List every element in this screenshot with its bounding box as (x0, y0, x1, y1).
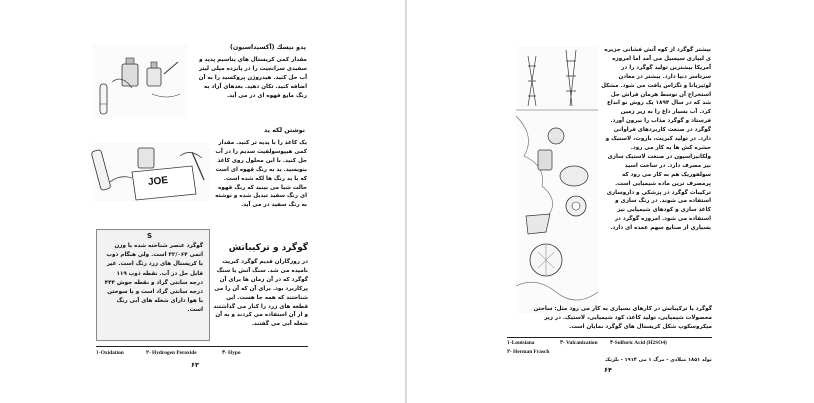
footnote-oxidation: ۱-Oxidation (96, 350, 124, 356)
oxidation-illustration (92, 44, 188, 119)
right-page-number: ۶۴ (604, 366, 612, 374)
bottles-test-tube-drawing (92, 44, 188, 119)
experiment-paragraph: مقدار کمی کریستال های پتاسیم پدید و سفیدی سرانجیت را در پانزده میلی لیتر آب حل کنید. هیدروژن پروکسید را به آن اضافه کنید. تکان دهید. بعدهای آزاد به رنگ مایع قهوه ای در می آید. (198, 57, 307, 99)
right-footnote-rule (507, 337, 712, 338)
ink-paragraph: یک کاغذ را با یدیه تر کنید. مقدار کمی هیپوسولفیت سدیم را در آب حل کنید. با این محلول روی کاغذ بنویسید. ید به رنگ قهوه ای است که با ید رنگ ها لکه شده است. حالت شبا می بینید که رنگ قهوه ای رنگ سفید تبدیل شده و نوشته به رنگ سفید در می آید. (215, 140, 307, 209)
ink-heading: نوشتن لکه ید (264, 127, 305, 134)
note-marker: S (147, 232, 153, 240)
footnote-sulfuric-acid: ۴-Sulfuric Acid (H2SO4) (610, 340, 667, 346)
footnote-louisiana: ۱-Louisiana (507, 340, 535, 346)
main-paragraph: بیشتر گوگرد از کوه آتش فشانی جزیره ی لیپاری سیسیل می آمد اما امروزه آمریکا بیشترین تولید گوگرد را در سرتاسر دنیا دارد. بیشتر در معادن لوئیزیانا و تگزاس یافت می شود. مشکل استخراج آن توسط هرمان فراش حل شد که در سال ۱۸۹۴ یک روش نو ابداع کرد. آب بسیار داغ را به زیر زمین فرستاد و گوگرد مذاب را بیرون آورد. گوگرد در صنعت کاربردهای فراوانی دارد. در تولید کبریت، باروت، لاستیک و حشره کش ها به کار می رود. ولکانیزاسیون در صنعت لاستیک سازی نیز مصرف دارد. در ساخت اسید سولفوریک هم به کار می رود که پرمصرف ترین ماده شیمیایی است. ترکیبات گوگرد در پزشکی و داروسازی استفاده می شوند. در رنگ سازی و کاغذ سازی و کودهای شیمیایی نیز استفاده می شود. امروزه گوگرد در بسیاری از صنایع سهم عمده ای دارد. (601, 47, 711, 232)
joe-written-label: JOE (147, 174, 169, 189)
footnote-birth-death: تولد ۱۸۵۱ میلادی - مرگ ۱ می ۱۹۱۴ - بلژیک (605, 357, 712, 363)
sulfur-fact-box (96, 229, 210, 341)
footnote-hypo: ۳- Hypo (222, 350, 241, 356)
right-page (407, 0, 814, 403)
sulfur-fact-text: گوگرد عنصر شناخته شده با وزن اتمی ۳۲/۰۶۴ است. ولی هنگام ذوب با کریستال های زرد رنگ است. غیر قابل حل در آب. نقطه ذوب ۱۱۹ درجه سانتی گراد و نقطه جوش ۴۴۴ درجه سانتی گراد است و با سوختن با هوا دارای شعله های آبی رنگ است. (104, 243, 203, 314)
bottom-paragraph: گوگرد یا ترکیباتش در کارهای بسیاری به کار می رود مثل: ساختن محصولات شیمیایی، تولید کاغذ، کود شیمیایی، لاستیک. در زیر میکروسکوپ شکل کریستال های گوگرد نمایان است. (533, 306, 712, 330)
ink-paragraph-wide (99, 186, 307, 226)
footnote-vulcanization: ۳- Vulcanization (560, 340, 598, 346)
footnote-herman-frasch: ۲- Herman Frasch (507, 349, 550, 355)
sulfur-industry-drawing (516, 46, 598, 314)
sulfur-uses-illustration (516, 46, 598, 314)
left-page-number: ۶۳ (191, 361, 199, 369)
left-footnote-rule (96, 346, 308, 347)
sulfur-heading: گوگرد و ترکیباتش (228, 243, 308, 253)
sulfur-paragraph: در روزگاران قدیم گوگرد کبریت نامیده می شد. سنگ آتش یا سنگ گوگرد که در آن زمان ها برای آن پرکاربرد بود. برای آن که آن را می شناختند که همه جا هست. این قطعه های زرد را کنار می گذاشتند و از آن استفاده می کردند و به آن شعله آبی می گفتند. (213, 259, 308, 328)
footnote-hydrogen-peroxide: ۲- Hydrogen Peroxide (146, 350, 197, 356)
experiment-heading: پدو نیسك (آکسیداسیون) (230, 44, 306, 51)
